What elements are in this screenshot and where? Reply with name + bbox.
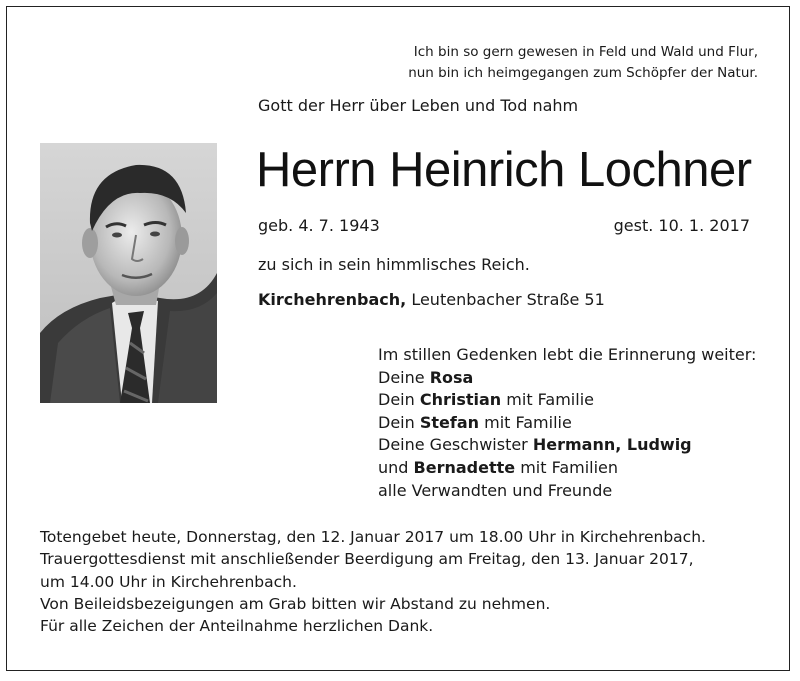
- mourners-heading: Im stillen Gedenken lebt die Erinnerung weiter:: [378, 345, 757, 364]
- mourner-prefix: und: [378, 457, 414, 477]
- address: [258, 290, 605, 309]
- poem-line: Ich bin so gern gewesen in Feld und Wald und Flur,: [413, 44, 758, 60]
- mourner-suffix: mit Familie: [501, 390, 594, 410]
- heaven-text: zu sich in sein himmlisches Reich.: [258, 255, 530, 274]
- note-line: Totengebet heute, Donnerstag, den 12. Januar 2017 um 18.00 Uhr in Kirchehrenbach.: [40, 528, 706, 546]
- mourner-line: [378, 412, 756, 435]
- mourner-suffix: mit Familien: [515, 457, 619, 477]
- mourner-prefix: Deine: [378, 367, 430, 387]
- mourner-name: Stefan: [419, 412, 480, 432]
- note-line: Für alle Zeichen der Anteilnahme herzlichen Dank.: [40, 617, 434, 636]
- death-date: gest. 10. 1. 2017: [613, 216, 750, 235]
- mourner-name: Rosa: [429, 367, 474, 387]
- poem-line: nun bin ich heimgegangen zum Schöpfer der Natur.: [408, 65, 758, 81]
- mourner-prefix: Dein: [378, 412, 420, 432]
- mourner-line: [378, 434, 756, 457]
- service-notes: [40, 526, 706, 637]
- address-town: Kirchehrenbach,: [258, 290, 407, 309]
- mourner-suffix: mit Familie: [479, 412, 572, 432]
- poem: [408, 42, 758, 84]
- mourners-list: [378, 344, 756, 502]
- mourner-name: Bernadette: [413, 457, 516, 477]
- mourner-prefix: Dein: [378, 390, 420, 410]
- intro-text: Gott der Herr über Leben und Tod nahm: [258, 96, 579, 115]
- mourner-line: [378, 457, 756, 480]
- note-line: um 14.00 Uhr in Kirchehrenbach.: [40, 572, 297, 591]
- mourner-line: [378, 367, 756, 390]
- note-line: Von Beileidsbezeigungen am Grab bitten wir Abstand zu nehmen.: [40, 594, 551, 613]
- birth-date: geb. 4. 7. 1943: [258, 216, 380, 235]
- note-line: Trauergottesdienst mit anschließender Beerdigung am Freitag, den 13. Januar 2017,: [40, 550, 694, 569]
- mourner-line: alle Verwandten und Freunde: [378, 480, 613, 500]
- address-street: Leutenbacher Straße 51: [411, 290, 605, 309]
- mourner-name: Hermann, Ludwig: [532, 435, 692, 455]
- mourner-prefix: Deine Geschwister: [378, 435, 533, 455]
- portrait-photo: [40, 143, 217, 403]
- mourner-line: [378, 389, 756, 412]
- mourner-name: Christian: [419, 390, 502, 410]
- deceased-name: Herrn Heinrich Lochner: [256, 143, 752, 197]
